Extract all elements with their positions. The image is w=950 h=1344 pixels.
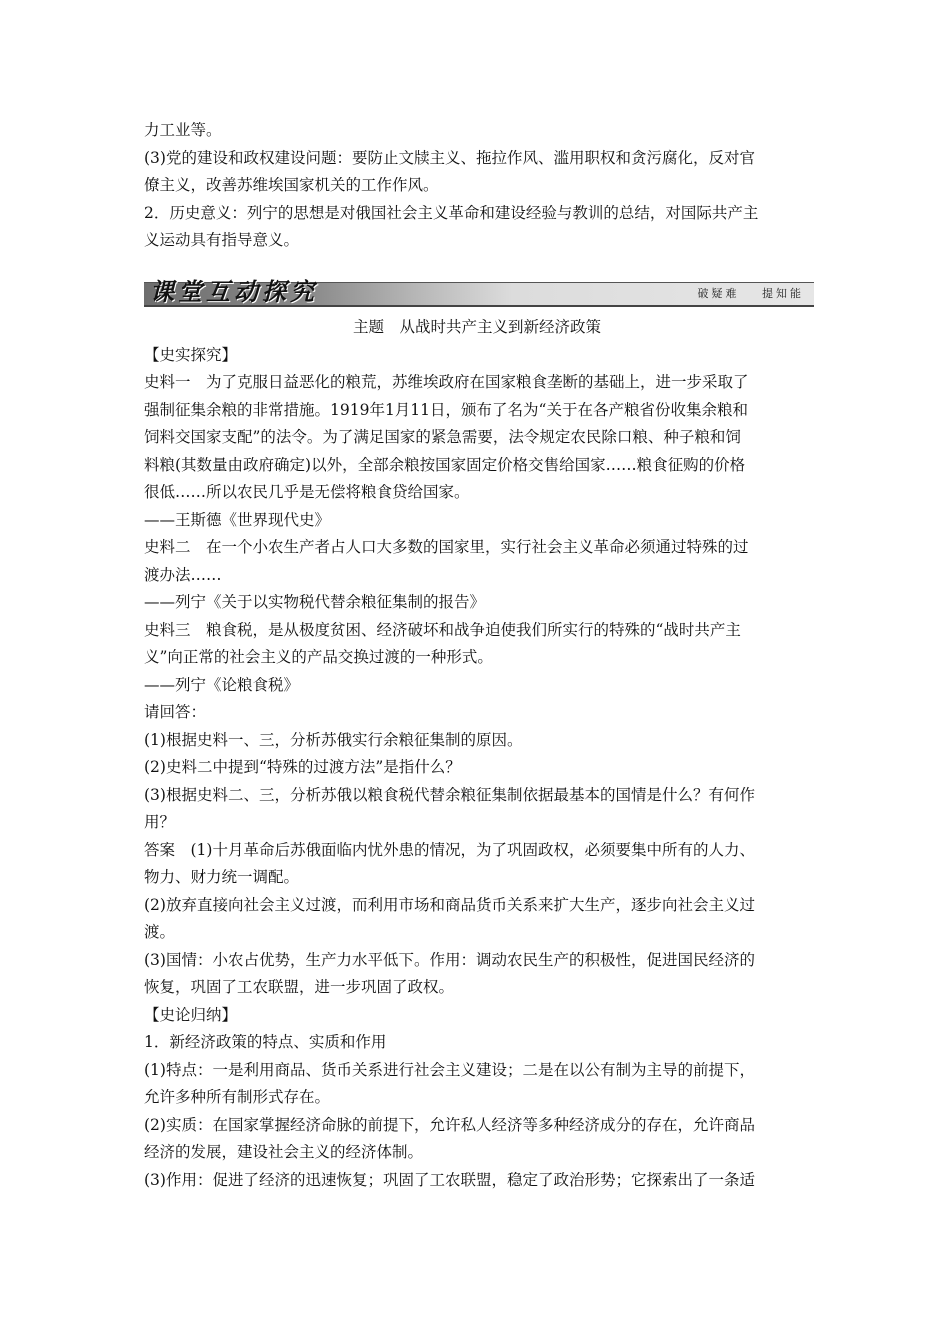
text-line: 2．历史意义：列宁的思想是对俄国社会主义革命和建设经验与教训的总结，对国际共产主	[144, 203, 759, 222]
topic-title: 主题 从战时共产主义到新经济政策	[352, 318, 601, 336]
text-line: (1)特点：一是利用商品、货币关系进行社会主义建设；二是在以公有制为主导的前提下，	[144, 1060, 755, 1079]
text-line: 恢复，巩固了工农联盟，进一步巩固了政权。	[144, 978, 455, 996]
text-line: 义运动具有指导意义。	[144, 231, 300, 249]
text-line: 义”向正常的社会主义的产品交换过渡的一种形式。	[144, 648, 493, 666]
source-citation: ——列宁《关于以实物税代替余粮征集制的报告》	[144, 593, 486, 611]
source-citation: ——王斯德《世界现代史》	[144, 510, 331, 529]
answer-line: 答案 (1)十月革命后苏俄面临内忧外患的情况，为了巩固政权，必须要集中所有的人力、	[144, 840, 755, 859]
text-line: 强制征集余粮的非常措施。1919年1月11日，颁布了名为“关于在各产粮省份收集余粮和	[144, 400, 748, 419]
question-item: (2)史料二中提到“特殊的过渡方法”是指什么？	[144, 758, 461, 776]
text-line: 物力、财力统一调配。	[144, 868, 300, 886]
text-line: (2)实质：在国家掌握经济命脉的前提下，允许私人经济等多种经济成分的存在，允许商品	[144, 1115, 755, 1134]
text-line: 渡办法……	[144, 565, 222, 584]
text-line: 力工业等。	[144, 121, 222, 139]
question-item: (3)根据史料二、三，分析苏俄以粮食税代替余粮征集制依据最基本的国情是什么？有何作	[144, 785, 755, 804]
subheading: 1．新经济政策的特点、实质和作用	[144, 1033, 387, 1051]
section-banner	[144, 276, 814, 308]
source-citation: ——列宁《论粮食税》	[144, 675, 300, 694]
answer-line: (2)放弃直接向社会主义过渡，而利用市场和商品货币关系来扩大生产，逐步向社会主义过	[144, 895, 755, 914]
question-item: (1)根据史料一、三，分析苏俄实行余粮征集制的原因。	[144, 730, 523, 749]
text-line: 很低……所以农民几乎是无偿将粮食贷给国家。	[144, 483, 470, 501]
text-line: 料粮(其数量由政府确定)以外，全部余粮按国家固定价格交售给国家……粮食征购的价格	[144, 455, 746, 474]
text-line: 僚主义，改善苏维埃国家机关的工作作风。	[144, 176, 439, 194]
banner-title: 课堂互动探究	[150, 277, 318, 306]
banner-tagline	[682, 284, 805, 304]
intro-section	[144, 117, 810, 255]
banner-tag-1: 破疑难	[697, 287, 740, 300]
text-line: 饲料交国家支配”的法令。为了满足国家的紧急需要，法令规定农民除口粮、种子粮和饲	[144, 428, 741, 446]
text-line: 经济的发展，建设社会主义的经济体制。	[144, 1143, 424, 1161]
section-heading: 【史论归纳】	[144, 1005, 238, 1024]
text-line: 渡。	[144, 923, 176, 941]
text-line: 史料一 为了克服日益恶化的粮荒，苏维埃政府在国家粮食垄断的基础上，进一步采取了	[144, 373, 749, 391]
text-line: 史料二 在一个小农生产者占人口大多数的国家里，实行社会主义革命必须通过特殊的过	[144, 538, 749, 556]
main-section	[144, 314, 810, 1194]
text-line: 用？	[144, 813, 176, 831]
banner-tag-2: 提知能	[762, 287, 804, 300]
text-line: 史料三 粮食税，是从极度贫困、经济破坏和战争迫使我们所实行的特殊的“战时共产主	[144, 620, 741, 639]
question-prompt: 请回答：	[144, 703, 207, 721]
text-line: (3)党的建设和政权建设问题：要防止文牍主义、拖拉作风、滥用职权和贪污腐化，反对官	[144, 148, 755, 167]
section-heading: 【史实探究】	[144, 345, 238, 364]
answer-line: (3)国情：小农占优势，生产力水平低下。作用：调动农民生产的积极性，促进国民经济的	[144, 950, 755, 969]
text-line: (3)作用：促进了经济的迅速恢复；巩固了工农联盟，稳定了政治形势；它探索出了一条适	[144, 1170, 755, 1189]
text-line: 允许多种所有制形式存在。	[144, 1088, 331, 1106]
